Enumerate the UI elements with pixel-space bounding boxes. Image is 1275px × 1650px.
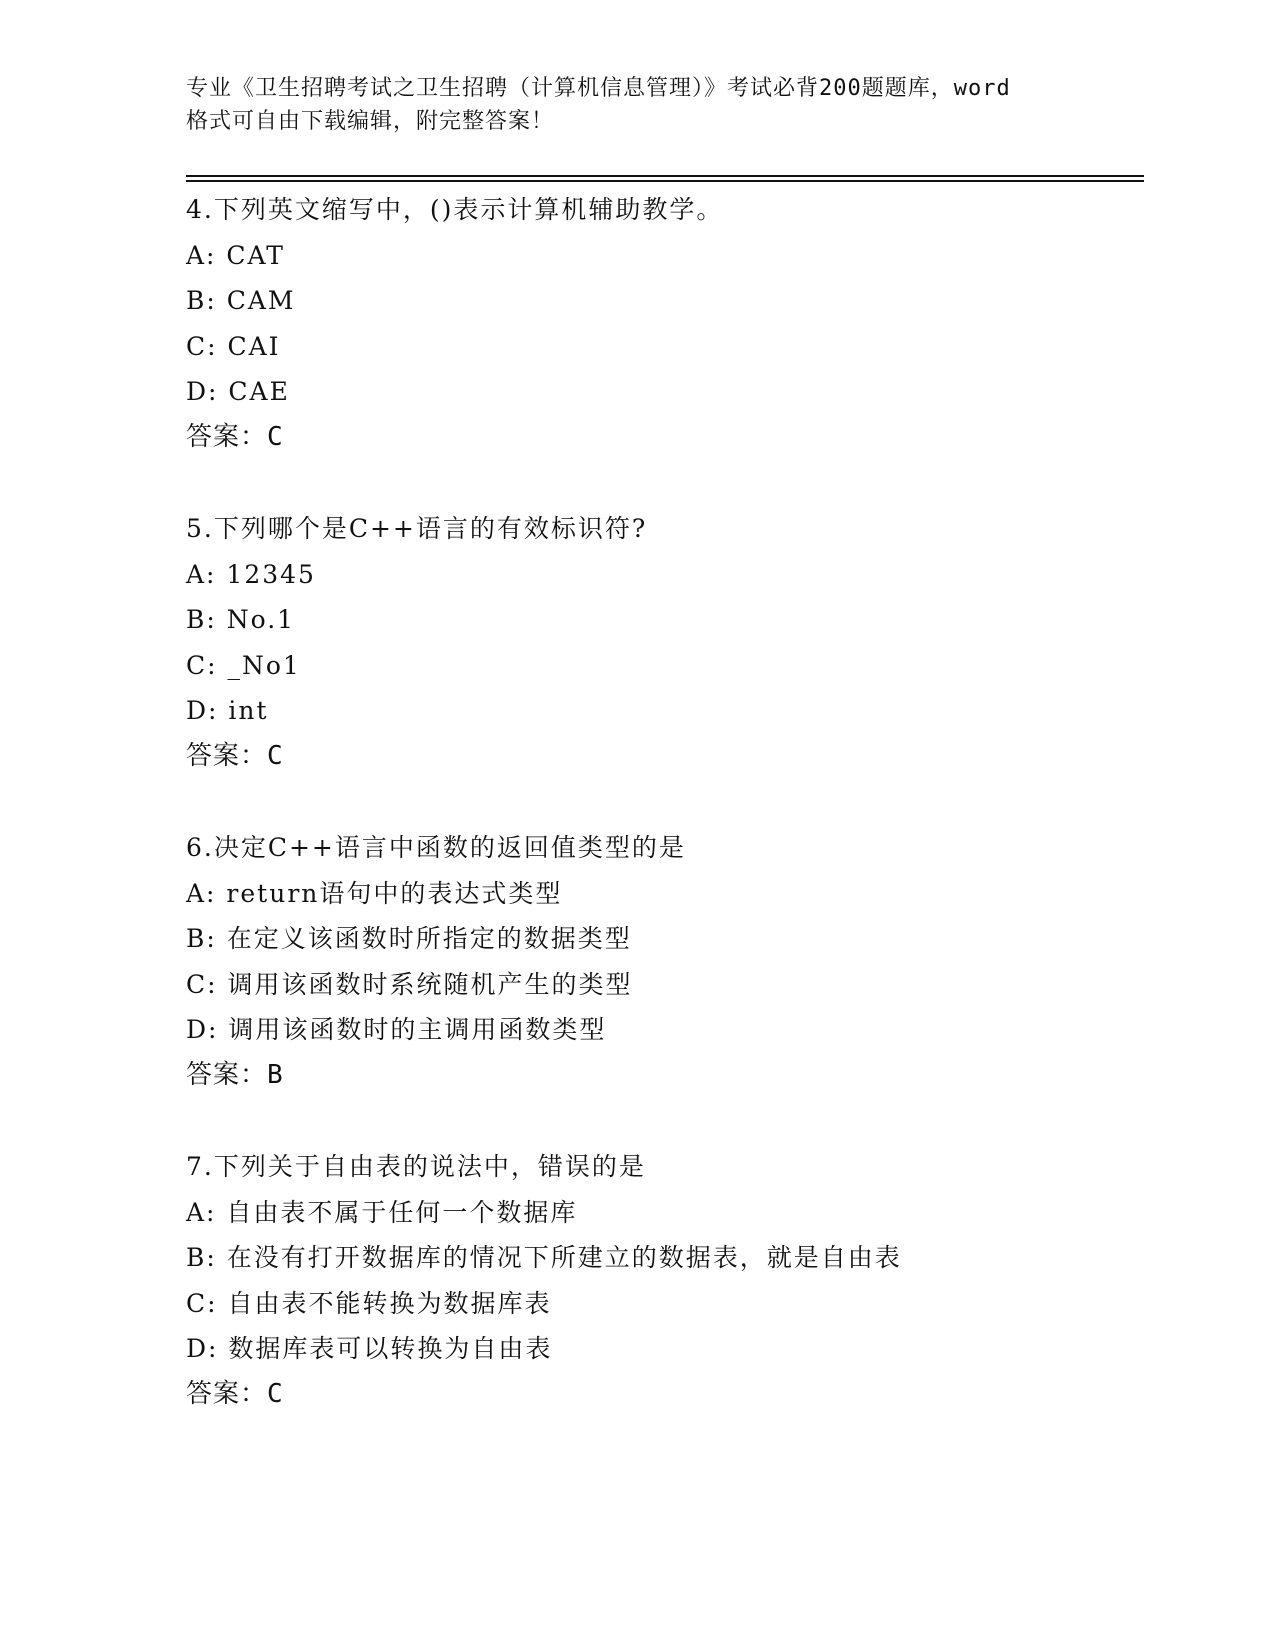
question-stem: 7.下列关于自由表的说法中，错误的是 (186, 1152, 646, 1181)
header-line-1: 专业《卫生招聘考试之卫生招聘（计算机信息管理）》考试必背200题题库，word (186, 76, 1011, 101)
option-c: C: 自由表不能转换为数据库表 (186, 1288, 552, 1318)
option-d: D: int (186, 696, 269, 725)
option-b: B: CAM (186, 286, 296, 315)
question-stem: 4.下列英文缩写中，()表示计算机辅助教学。 (186, 195, 724, 224)
option-b: B: No.1 (186, 605, 296, 634)
option-d: D: 调用该函数时的主调用函数类型 (186, 1015, 607, 1044)
option-a: A: return语句中的表达式类型 (186, 878, 563, 908)
header-rule-bottom (186, 180, 1144, 182)
option-c: C: 调用该函数时系统随机产生的类型 (186, 969, 633, 999)
option-c: C: CAI (186, 331, 281, 361)
option-a: A: 12345 (186, 559, 316, 589)
option-c: C: _No1 (186, 650, 301, 680)
document-header (186, 72, 1086, 138)
header-rule-top (186, 175, 1144, 177)
option-b: B: 在没有打开数据库的情况下所建立的数据表，就是自由表 (186, 1243, 902, 1272)
answer: 答案：C (186, 740, 284, 771)
option-b: B: 在定义该函数时所指定的数据类型 (186, 924, 632, 953)
option-a: A: CAT (186, 240, 285, 270)
option-a: A: 自由表不属于任何一个数据库 (186, 1197, 578, 1227)
header-line-2: 格式可自由下载编辑，附完整答案！ (186, 109, 555, 134)
question-stem: 6.决定C++语言中函数的返回值类型的是 (186, 833, 686, 862)
question-4 (186, 187, 1146, 460)
option-d: D: CAE (186, 377, 290, 406)
question-6 (186, 825, 1146, 1098)
option-d: D: 数据库表可以转换为自由表 (186, 1334, 553, 1363)
answer: 答案：B (186, 1059, 284, 1090)
answer: 答案：C (186, 1378, 284, 1409)
answer: 答案：C (186, 421, 284, 452)
question-7 (186, 1144, 1146, 1417)
question-stem: 5.下列哪个是C++语言的有效标识符? (186, 514, 648, 543)
question-5 (186, 506, 1146, 779)
